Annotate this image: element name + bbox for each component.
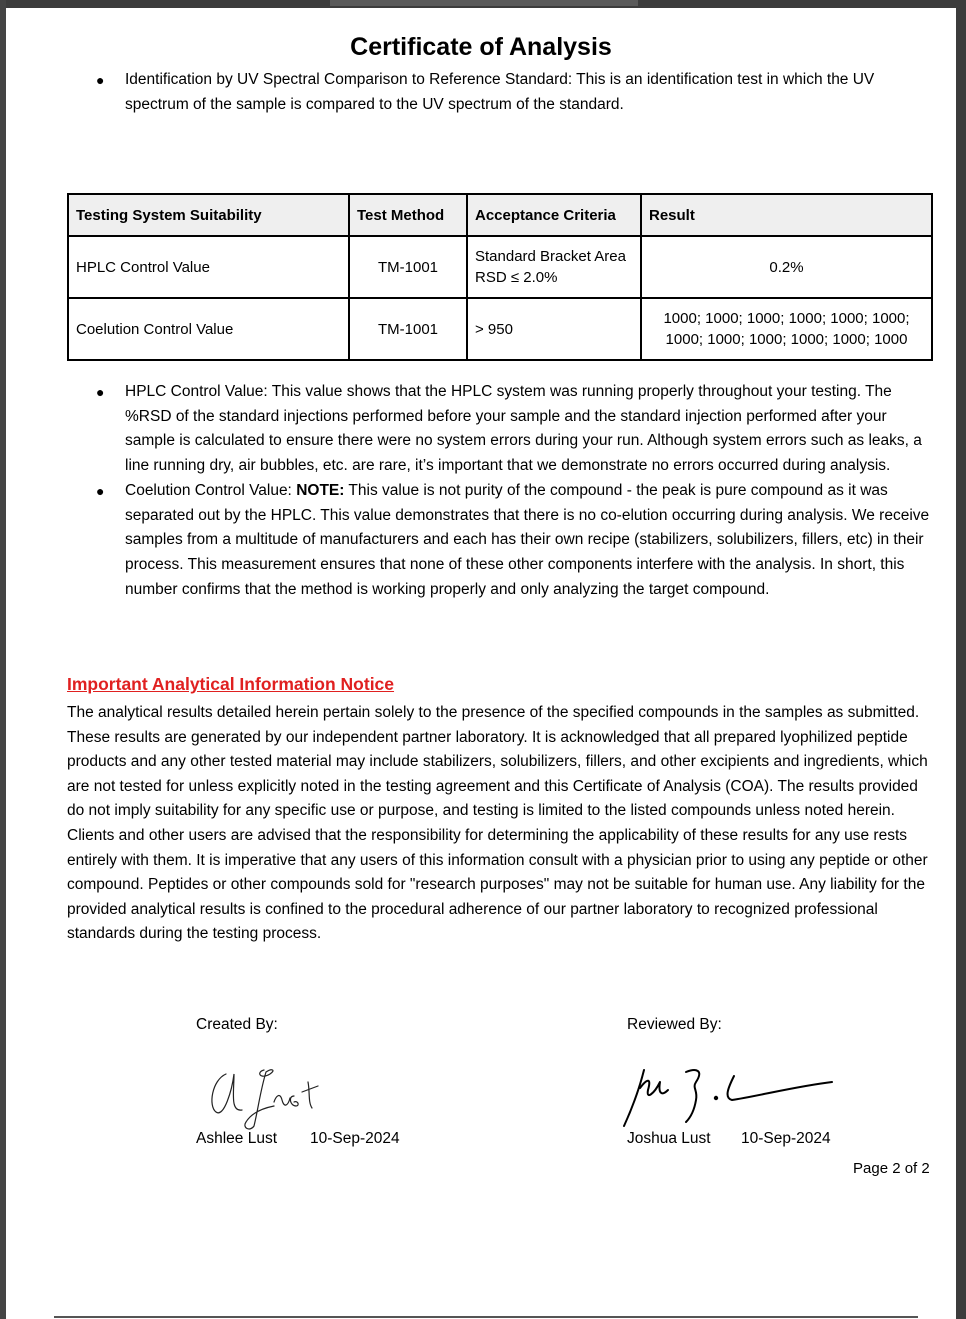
row-criteria: Standard Bracket Area RSD ≤ 2.0% [467, 236, 641, 298]
created-date: 10-Sep-2024 [310, 1130, 400, 1147]
bullet-icon: ● [96, 482, 105, 499]
document-page [6, 8, 956, 1319]
reviewed-by-label: Reviewed By: [627, 1016, 722, 1033]
note-label: NOTE: [296, 481, 345, 499]
list-item [6, 479, 931, 603]
viewer-tab [330, 0, 638, 6]
bullet-icon: ● [96, 72, 105, 88]
notes-list [6, 380, 931, 602]
page-title: Certificate of Analysis [350, 33, 612, 61]
header-result: Result [641, 194, 932, 236]
intro-list [6, 68, 926, 117]
page-number: Page 2 of 2 [853, 1160, 930, 1177]
header-acceptance-criteria: Acceptance Criteria [467, 194, 641, 236]
coelution-note-prefix: Coelution Control Value: [125, 481, 297, 499]
header-testing-system: Testing System Suitability [68, 194, 349, 236]
page-bottom-divider [54, 1316, 918, 1318]
viewer-scrollbar[interactable] [956, 0, 966, 1319]
table-header-row [68, 194, 932, 236]
notice-heading: Important Analytical Information Notice [67, 674, 395, 694]
header-test-method: Test Method [349, 194, 467, 236]
row-criteria: > 950 [467, 298, 641, 360]
bullet-icon: ● [96, 384, 105, 400]
intro-bullet-text: Identification by UV Spectral Comparison to Reference Standard: This is an identification test in which the UV spectrum of the sample is compared to the UV spectrum of the standard. [125, 71, 875, 113]
system-suitability-table [67, 193, 933, 361]
list-item [6, 68, 926, 117]
table-row [68, 236, 932, 298]
row-method: TM-1001 [349, 236, 467, 298]
created-signature-image [204, 1062, 344, 1134]
table-row [68, 298, 932, 360]
row-method: TM-1001 [349, 298, 467, 360]
coelution-note-text: This value is not purity of the compound - the peak is pure compound as it was separated out by the HPLC. This value demonstrates that there is no co-elution occurring during analysis. We receive samples from a multitude of manufacturers and each has their own recipe (stabilizers, solubilizers, fillers, etc) in their process. This measurement ensures that none of these other components interfere with the analysis. In short, this number confirms that the method is working properly and only analyzing the target compound. [125, 481, 930, 598]
reviewed-date: 10-Sep-2024 [741, 1130, 831, 1147]
row-name: Coelution Control Value [68, 298, 349, 360]
notice-body: The analytical results detailed herein pertain solely to the presence of the specified compounds in the samples as submitted. These results are generated by our independent partner laboratory. It is acknowledged that all prepared lyophilized peptide products and any other tested material may include stabilizers, solubilizers, fillers, and other excipients and ingredients, which are not tested for unless explicitly noted in the testing agreement and this Certificate of Analysis (COA). The results provided do not imply suitability for any specific use or purpose, and testing is limited to the listed compounds unless noted herein. Clients and other users are advised that the responsibility for determining the applicability of these results for any use rests entirely with them. It is imperative that any users of this information consult with a physician prior to using any peptide or other compound. Peptides or other compounds sold for "research purposes" may not be suitable for human use. Any liability for the provided analytical results is confined to the procedural adherence of our partner laboratory to recognized professional standards during the testing process. [67, 704, 928, 943]
reviewed-signature-image [618, 1060, 834, 1132]
row-result: 0.2% [641, 236, 932, 298]
created-by-label: Created By: [196, 1016, 278, 1033]
row-result: 1000; 1000; 1000; 1000; 1000; 1000; 1000; 1000; 1000; 1000; 1000; 1000 [641, 298, 932, 360]
created-by-name: Ashlee Lust [196, 1130, 277, 1147]
hplc-note-text: HPLC Control Value: This value shows that the HPLC system was running properly throughout your testing. The %RSD of the standard injections performed before your sample and the standard injection performed after your sample is calculated to ensure there were no system errors during your run. Although system errors such as leaks, a line running dry, air bubbles, etc. are rare, it’s important that we demonstrate no errors occurred during analysis. [125, 383, 922, 475]
viewer-top-bar [0, 0, 966, 8]
reviewed-by-name: Joshua Lust [627, 1130, 711, 1147]
row-name: HPLC Control Value [68, 236, 349, 298]
list-item [6, 380, 931, 479]
